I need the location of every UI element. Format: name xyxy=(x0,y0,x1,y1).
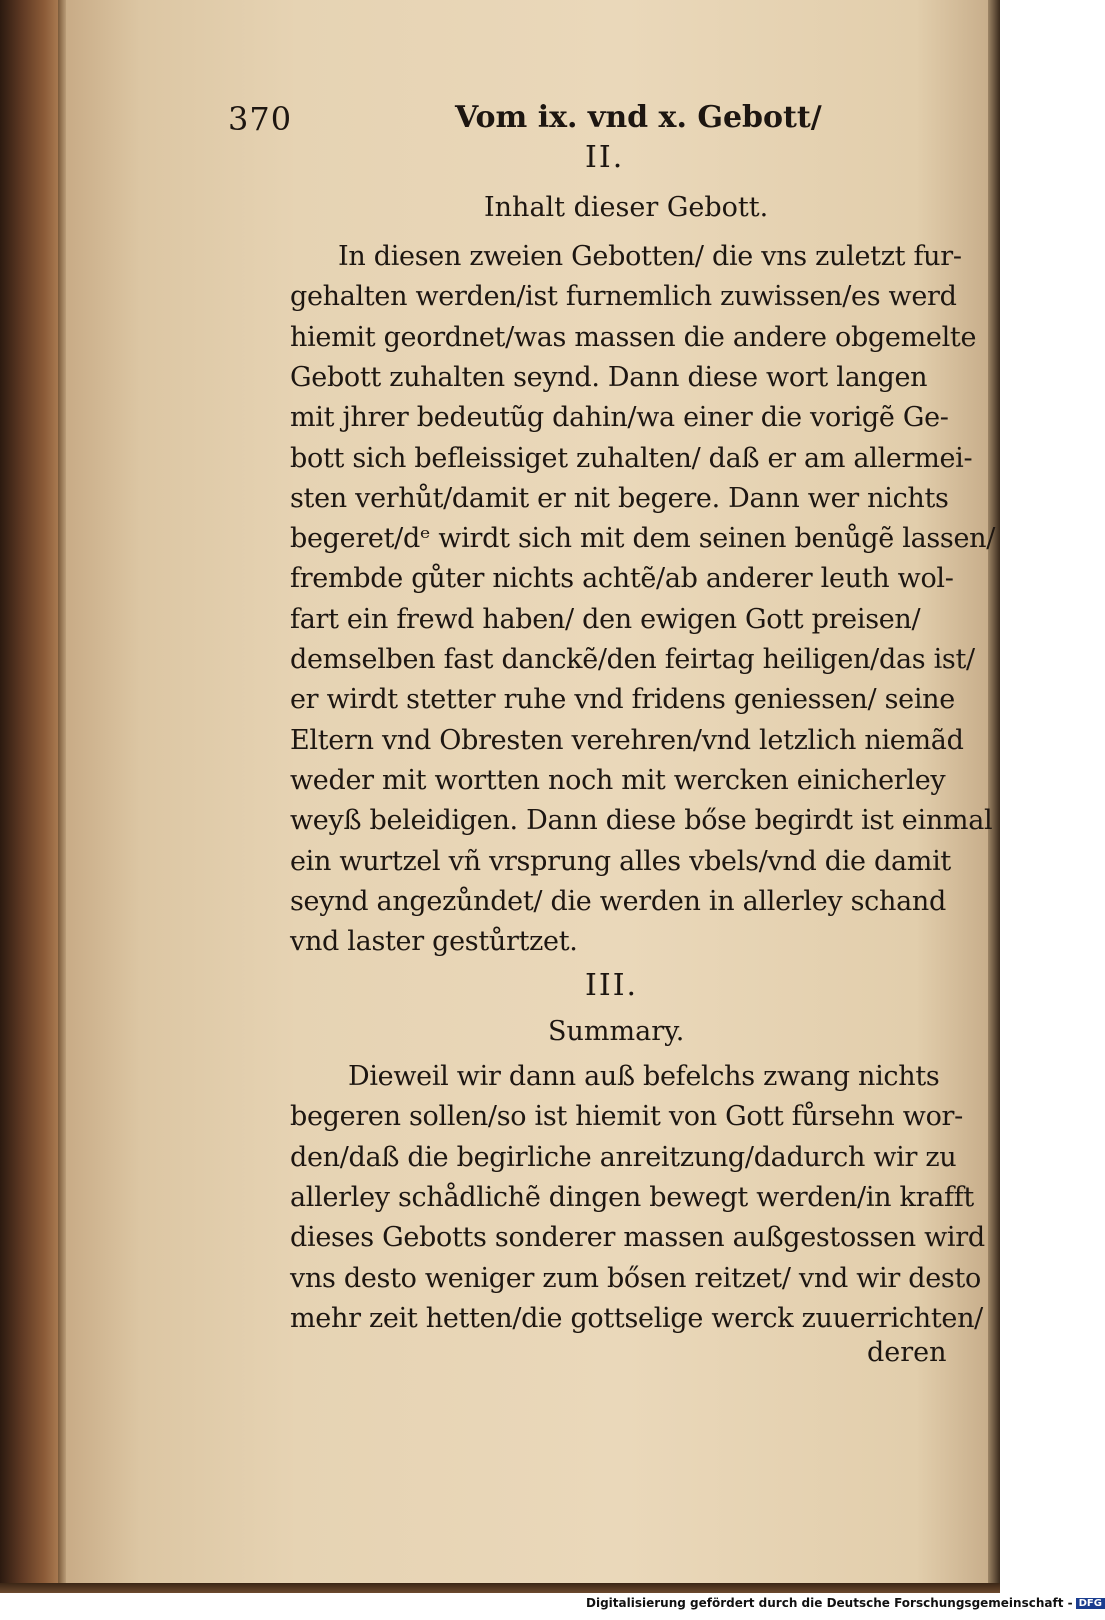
page-right-edge xyxy=(988,0,1000,1590)
section-3-text-line: Dieweil wir dann auß befelchs zwang nichts xyxy=(348,1061,940,1092)
section-title-2: Inhalt dieser Gebott. xyxy=(484,192,769,223)
section-number-3: III. xyxy=(585,968,639,1003)
section-2-text-line: Gebott zuhalten seynd. Dann diese wort langen xyxy=(290,361,928,393)
section-2-text-line: In diesen zweien Gebotten/ die vns zuletzt fur- xyxy=(338,241,962,272)
section-2-text-line: ein wurtzel vñ vrsprung alles vbels/vnd die damit xyxy=(290,845,951,877)
section-3-text-line: vns desto weniger zum bősen reitzet/ vnd wir desto xyxy=(290,1262,981,1294)
section-2-text-line: seynd angezůndet/ die werden in allerley schand xyxy=(290,885,946,917)
section-2-text-line: weyß beleidigen. Dann diese bőse begirdt ist einmal xyxy=(290,805,993,837)
section-2-text-line: sten verhůt/damit er nit begere. Dann wer nichts xyxy=(290,482,949,514)
section-3-text-line: dieses Gebotts sonderer massen außgestossen wird xyxy=(290,1222,985,1254)
section-title-3: Summary. xyxy=(548,1016,685,1047)
section-2-text-line: frembde gůter nichts achtẽ/ab anderer leuth wol- xyxy=(290,563,954,595)
digitization-credit xyxy=(586,1596,1105,1610)
section-3-text-line: begeren sollen/so ist hiemit von Gott fůrsehn wor- xyxy=(290,1101,963,1133)
section-2-text-line: mit jhrer bedeutũg dahin/wa einer die vorigẽ Ge- xyxy=(290,402,949,434)
section-2-text-line: Eltern vnd Obresten verehren/vnd letzlich niemãd xyxy=(290,724,964,756)
section-2-text-line: gehalten werden/ist furnemlich zuwissen/es werd xyxy=(290,281,957,313)
section-2-text-line: vnd laster gestůrtzet. xyxy=(290,926,578,958)
section-2-text-line: weder mit wortten noch mit wercken einicherley xyxy=(290,764,946,796)
section-2-text-line: bott sich befleissiget zuhalten/ daß er am allermei- xyxy=(290,442,973,474)
catchword: deren xyxy=(867,1337,947,1368)
section-2-text-line: hiemit geordnet/was massen die andere obgemelte xyxy=(290,321,977,353)
dfg-logo: DFG xyxy=(1076,1598,1105,1609)
section-2-text-line: er wirdt stetter ruhe vnd fridens geniessen/ seine xyxy=(290,684,955,716)
page-number: 370 xyxy=(228,100,293,138)
running-head: Vom ix. vnd x. Gebott/ xyxy=(455,100,822,135)
section-3-text-line: mehr zeit hetten/die gottselige werck zuuerrichten/ xyxy=(290,1302,983,1334)
section-2-text-line: fart ein frewd haben/ den ewigen Gott preisen/ xyxy=(290,603,921,635)
book-spine xyxy=(0,0,58,1590)
credit-text: Digitalisierung gefördert durch die Deutsche Forschungsgemeinschaft - xyxy=(586,1596,1073,1610)
section-2-text-line: demselben fast danckẽ/den feirtag heiligen/das ist/ xyxy=(290,644,975,675)
section-number-2: II. xyxy=(585,140,625,175)
page-bottom-edge xyxy=(0,1583,1000,1593)
section-3-text-line: allerley schådlichẽ dingen bewegt werden/in krafft xyxy=(290,1181,974,1213)
section-3-text-line: den/daß die begirliche anreitzung/dadurch wir zu xyxy=(290,1141,957,1173)
section-2-text-line: begeret/dᵉ wirdt sich mit dem seinen benůgẽ lassen/ xyxy=(290,523,996,555)
